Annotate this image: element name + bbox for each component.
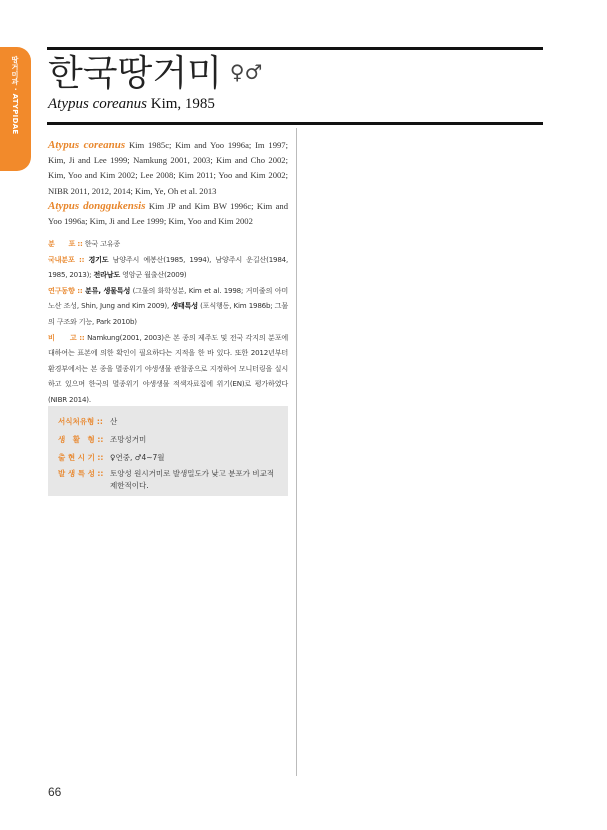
locality-text: 영암군 월출산(2009) bbox=[122, 270, 187, 280]
life-form-label: 생 활 형 :: bbox=[58, 435, 104, 444]
reference-citations: Kim JP and Kim BW 1996c; Kim and Yoo 1996a; Kim, Ji and Lee 1999; Kim, Yoo and Kim 2002 bbox=[48, 200, 288, 227]
research-topic: 생태특성 bbox=[171, 301, 198, 311]
reference-species: Atypus donggukensis bbox=[48, 199, 146, 212]
column-divider bbox=[296, 128, 297, 776]
section-tab-label: 땅거미과 · ATYPIDAE bbox=[11, 56, 19, 135]
page-number: 66 bbox=[48, 785, 62, 799]
author: Kim, 1985 bbox=[150, 96, 215, 112]
remarks-label: 비 고 :: bbox=[48, 332, 85, 342]
sex-symbols: ♀♂ bbox=[229, 60, 263, 84]
research-trend-label: 연구동향 :: bbox=[48, 285, 83, 295]
life-form-value: 조망성거미 bbox=[110, 435, 147, 444]
page-title bbox=[48, 50, 262, 96]
korean-name: 한국땅거미 bbox=[48, 53, 222, 94]
domestic-distribution-row bbox=[48, 252, 288, 283]
province-name: 경기도 bbox=[88, 254, 109, 264]
locality-text: 남양주시 예봉산(1985, 1994), 남양주시 운길산(1984, 1985, 2013); bbox=[48, 254, 288, 280]
occurrence-trait-label: 발 생 특 성 :: bbox=[58, 469, 104, 478]
habitat-label: 서식처유형 :: bbox=[58, 417, 103, 426]
reference-citations: Kim 1985c; Kim and Yoo 1996a; Im 1997; Kim, Ji and Lee 1999; Namkung 2001, 2003; Kim and Cho 2002; Kim, Yoo and Kim 2002; Lee 2008; Kim 2011; Yoo and Kim 2002; NIBR 2011, 2012, 2014; Kim, Ye, Oh et al. 2013 bbox=[48, 140, 288, 196]
distribution-text: 한국 고유종 bbox=[84, 239, 121, 248]
header-rule bbox=[47, 122, 543, 125]
scientific-name-line bbox=[48, 96, 215, 113]
remarks-row bbox=[48, 330, 288, 408]
research-text: (그물의 화학성분, Kim et al. 1998; 거미줄의 아미노산 조성, Shin, Jung and Kim 2009), bbox=[48, 285, 289, 311]
research-text: (포식행동, Kim 1986b; 그물의 구조와 기능, Park 2010b) bbox=[48, 301, 288, 326]
summary-box bbox=[48, 406, 288, 496]
reference-species: Atypus coreanus bbox=[48, 139, 126, 151]
domestic-distribution-label: 국내분포 :: bbox=[48, 254, 85, 264]
species-info bbox=[48, 236, 288, 408]
appearance-period-label: 출 현 시 기 :: bbox=[58, 453, 104, 462]
reference-list bbox=[48, 138, 288, 229]
habitat-value: 산 bbox=[110, 417, 118, 426]
research-topic: 분류, 생물특성 bbox=[85, 285, 131, 295]
remarks-text: Namkung(2001, 2003)은 본 종의 제주도 및 전국 각지의 분포에 대하여는 표본에 의한 확인이 필요하다는 지적을 한 바 있다. 또한 2012년부터 환경부에서는 본 종을 멸종위기 야생생물 관찰종으로 지정하여 모니터링을 실시하고 있으며 한국의 멸종위기 야생생물 적색자료집에 위기(EN)로 평가하였다(NIBR 2014). bbox=[48, 332, 288, 404]
scientific-name: Atypus coreanus bbox=[48, 96, 148, 112]
province-name: 전라남도 bbox=[93, 270, 121, 280]
appearance-period-value: ♀연중, ♂4~7월 bbox=[110, 453, 165, 462]
distribution-label: 분 포 :: bbox=[48, 239, 83, 248]
research-trend-row bbox=[48, 283, 288, 330]
occurrence-trait-value: 토양성 원시거미로 발생밀도가 낮고 분포가 비교적 제한적이다. bbox=[110, 469, 275, 490]
distribution-row bbox=[48, 236, 288, 252]
